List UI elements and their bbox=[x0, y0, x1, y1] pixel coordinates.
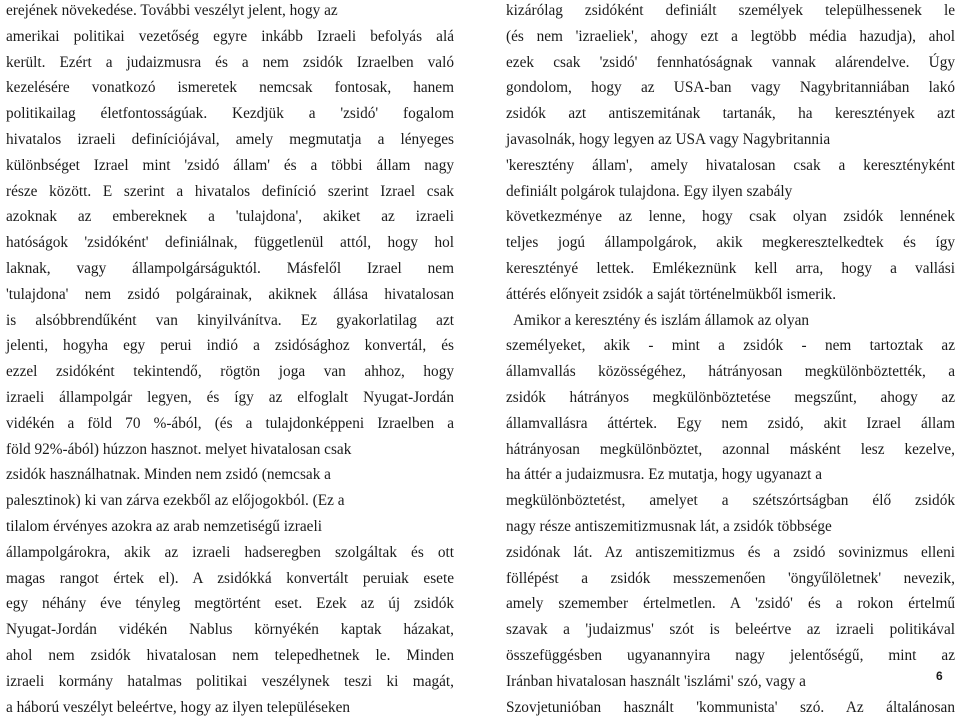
right-column-line: Amikor a keresztény és iszlám államok az olyan bbox=[513, 311, 810, 329]
right-column-line: áttérés előnyeit zsidók a saját történelmükből ismerik. bbox=[506, 285, 837, 303]
left-column-line: része között. E szerint a hivatalos definíció szerint Izrael csak bbox=[6, 182, 454, 200]
right-column-line: 'keresztény állam', amely hivatalosan csak a keresztényként bbox=[506, 156, 955, 174]
right-column-line: definiált polgárok tulajdona. Egy ilyen szabály bbox=[506, 182, 793, 200]
right-column-line: föllépést a zsidók messzemenően 'öngyűlöletnek' nevezik, bbox=[506, 569, 955, 587]
left-column-line: magas rangot értek el). A zsidókká konvertált peruiak esete bbox=[6, 569, 454, 587]
left-column-line: ezzel zsidóként tekintendő, rögtön joga van ahhoz, hogy bbox=[6, 363, 454, 381]
right-column-line: államvallásra áttértek. Egy nem zsidó, akit Izrael állam bbox=[506, 414, 955, 432]
left-column-line: föld 92%-ából) húzzon hasznot. melyet hivatalosan csak bbox=[6, 440, 352, 458]
left-column-line: került. Ezért a judaizmusra és a nem zsidók Izraelben való bbox=[6, 53, 454, 71]
left-column-line: vidékén a föld 70 %-ából, (és a tulajdonképpeni Izraelben a bbox=[6, 414, 454, 432]
right-column-line: (és nem 'izraeliek', ahogy ezt a legtöbb média hazudja), ahol bbox=[506, 27, 955, 45]
page-number: 6 bbox=[936, 669, 943, 683]
left-column-line: egy néhány éve tényleg megtörtént eset. Ezek az új zsidók bbox=[6, 595, 454, 613]
right-column-line: nagy része antiszemitizmusnak lát, a zsidók többsége bbox=[506, 517, 832, 535]
right-column-line: szavak a 'judaizmus' szót is beleértve az izraeli politikával bbox=[506, 621, 955, 639]
right-column-line: államvallás közösségéhez, hátrányosan megkülönböztették, a bbox=[506, 363, 955, 381]
right-column-line: megkülönböztetést, amelyet a szétszórtságban élő zsidók bbox=[506, 492, 955, 510]
right-column-line: következménye az lenne, hogy csak olyan zsidók lennének bbox=[506, 208, 955, 226]
left-column-line: tilalom érvényes azokra az arab nemzetiségű izraeli bbox=[6, 517, 322, 535]
left-column-line: állampolgárokra, akik az izraeli hadseregben szolgáltak és ott bbox=[6, 543, 454, 561]
right-column-line: ha áttér a judaizmusra. Ez mutatja, hogy ugyanazt a bbox=[506, 466, 823, 484]
right-column-line: javasolnák, hogy legyen az USA vagy Nagybritannia bbox=[506, 130, 831, 148]
right-column-line: zsidónak lát. Az antiszemitizmus és a zsidó sovinizmus elleni bbox=[506, 543, 955, 561]
left-text-column bbox=[6, 0, 454, 720]
left-column-line: ahol nem zsidók hivatalosan nem telepedhetnek le. Minden bbox=[6, 646, 454, 664]
right-column-line: teljes jogú állampolgárok, akik megkeresztelkedtek és így bbox=[506, 234, 955, 252]
right-text-column bbox=[506, 0, 955, 720]
right-column-line: zsidók hátrányos megkülönböztetése megszűnt, ahogy az bbox=[506, 388, 955, 406]
right-column-line: összefüggésben ugyanannyira nagy jelentőségű, mint az bbox=[506, 646, 955, 664]
right-column-line: Iránban hivatalosan használt 'iszlámi' szó, vagy a bbox=[506, 672, 806, 690]
left-column-line: különbséget Izrael mint 'zsidó állam' és a többi állam nagy bbox=[6, 156, 454, 174]
left-column-line: palesztinok) ki van zárva ezekből az előjogokból. (Ez a bbox=[6, 492, 345, 510]
left-column-line: izraeli állampolgár legyen, és így az elfoglalt Nyugat-Jordán bbox=[6, 388, 454, 406]
left-column-line: is alsóbbrendűként van kinyilvánítva. Ez gyakorlatilag azt bbox=[6, 311, 454, 329]
right-column-line: Szovjetunióban használt 'kommunista' szó. Az általánosan bbox=[506, 698, 955, 716]
left-column-line: kezelésére vonatkozó ismeretek nemcsak fontosak, hanem bbox=[6, 79, 454, 97]
left-column-line: zsidók használhatnak. Minden nem zsidó (nemcsak a bbox=[6, 466, 331, 484]
right-column-line: hátrányosan megkülönböztet, azonnal másként lesz kezelve, bbox=[506, 440, 955, 458]
left-column-line: azoknak az embereknek a 'tulajdona', akiket az izraeli bbox=[6, 208, 454, 226]
right-column-line: személyeket, akik - mint a zsidók - nem tartoztak az bbox=[506, 337, 955, 355]
left-column-line: amerikai politikai vezetőség egyre inkább Izraeli befolyás alá bbox=[6, 27, 454, 45]
right-column-line: gondolom, hogy az USA-ban vagy Nagybritanniában lakó bbox=[506, 79, 955, 97]
right-column-line: ezek csak 'zsidó' fennhatóságnak vannak alárendelve. Úgy bbox=[506, 53, 955, 71]
left-column-line: hivatalos izraeli definíciójával, amely megmutatja a lényeges bbox=[6, 130, 454, 148]
left-column-line: laknak, vagy állampolgárságuktól. Másfelől Izrael nem bbox=[6, 259, 454, 277]
right-column-line: zsidók azt antiszemitának tartanák, ha keresztények azt bbox=[506, 105, 955, 123]
right-column-line: kizárólag zsidóként definiált személyek települhessenek le bbox=[506, 2, 955, 19]
right-column-line: keresztényé lettek. Emlékeznünk kell arra, hogy a vallási bbox=[506, 259, 955, 277]
left-column-line: politikailag életfontosságúak. Kezdjük a 'zsidó' fogalom bbox=[6, 105, 454, 123]
left-column-line: jelenti, hogyha egy perui indió a zsidósághoz konvertál, és bbox=[6, 337, 454, 355]
left-column-line: Nyugat-Jordán vidékén Nablus környékén kaptak házakat, bbox=[6, 621, 454, 639]
right-column-line: amely szemember értelmetlen. A 'zsidó' és a rokon értelmű bbox=[506, 595, 955, 613]
left-column-line: izraeli kormány hatalmas politikai veszélynek teszi ki magát, bbox=[6, 672, 454, 690]
left-column-line: hatóságok 'zsidóként' definiálnak, függetlenül attól, hogy hol bbox=[6, 234, 454, 252]
left-column-line: 'tulajdona' nem zsidó polgárainak, akiknek állása hivatalosan bbox=[6, 285, 454, 303]
left-column-line: a háború veszélyt beleértve, hogy az ilyen településeken bbox=[6, 698, 351, 716]
left-column-line: erejének növekedése. További veszélyt jelent, hogy az bbox=[6, 2, 338, 19]
